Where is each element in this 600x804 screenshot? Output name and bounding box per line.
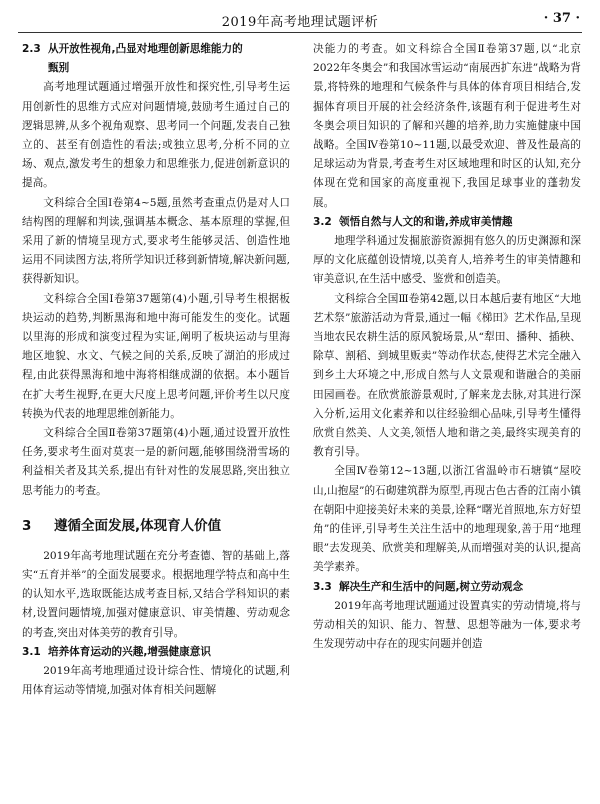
paragraph: 决能力的考查。如文科综合全国Ⅱ卷第37题,以“北京2022年冬奥会”和我国冰雪运动“南展西扩东进”战略为背景,将特殊的地理和气候条件与具体的体育项目相结合,发掘体育项目开展的社会经济条件,该题有利于促进考生对冬奥会项目知识的了解和兴趣的培养,助力实施健康中国战略。全国Ⅳ卷第10~11题,以最受欢迎、普及性最高的足球运动为背景,考查考生对区域地理和时区的认知,充分体现在党和国家的高度重视下,我国足球事业的蓬勃发展。 [313,43,581,209]
subsection-title: 解决生产和生活中的问题,树立劳动观念 [339,580,524,593]
left-column [22,40,290,701]
subsection-title: 领悟自然与人文的和谐,养成审美情趣 [339,215,513,228]
subsection-title: 培养体育运动的兴趣,增强健康意识 [48,645,211,658]
paragraph: 全国Ⅳ卷第12~13题,以浙江省温岭市石塘镇“屋咬山,山抱屋”的石砌建筑群为原型,再现古色古香的江南小镇在朝阳中迎接美好未来的美景,诠释“曙光首照地,东方好望角”的佳评,引导考生关注生活中的地理现象,善于用“地理眼”去发现美、欣赏美和理解美,从而增强对美的认识,提高美学素养。 [313,465,581,574]
paragraph: 文科综合全国Ⅰ卷第37题第(4)小题,引导考生根据板块运动的趋势,判断黑海和地中海可能发生的变化。试题以里海的形成和演变过程为实证,阐明了板块运动与里海地区地貌、水文、气候之间的关系,反映了湖泊的形成过程,由此获得黑海和地中海将相继成湖的依据。本小题旨在扩大考生视野,在更大尺度上思考问题,评价考生以尺度转换为代表的地理思维创新能力。 [22,292,290,420]
subsection-title-line2: 甄别 [48,62,70,75]
subsection-heading-3-2 [313,213,581,232]
subsection-number: 3.3 [313,580,332,593]
subsection-number: 2.3 [22,43,41,55]
paragraph: 2019年高考地理试题在充分考查德、智的基础上,落实“五育并举”的全面发展要求。根据地理学特点和高中生的认知水平,选取既能达成考查目标,又结合学科知识的素材,设置问题情境,加强对健康意识、审美情趣、劳动观念的考查,突出对体美劳的教育引导。 [22,549,290,639]
subsection-heading-3-3 [313,578,581,597]
paragraph: 文科综合全国Ⅰ卷第4~5题,虽然考查重点仍是对人口结构图的理解和判读,强调基本概念、基本原理的掌握,但采用了新的情境呈现方式,要求考生能够灵活、创造性地运用不同读图方法,将所学知识迁移到新情境,解决新问题,获得新知识。 [22,196,290,286]
paragraph: 地理学科通过发掘旅游资源拥有悠久的历史渊源和深厚的文化底蕴创设情境,以美育人,培养考生的审美情趣和审美意识,在生活中感受、鉴赏和创造美。 [313,235,581,286]
section-title: 遵循全面发展,体现育人价值 [54,517,222,534]
right-column [313,40,581,655]
section-heading-3 [22,515,290,537]
section-number: 3 [22,517,32,534]
subsection-title-line1: 从开放性视角,凸显对地理创新思维能力的 [48,43,243,55]
header-divider [18,32,582,33]
paragraph: 2019年高考地理通过设计综合性、情境化的试题,利用体育运动等情境,加强对体育相关问题解 [22,665,290,697]
journal-title: 2019年高考地理试题评析 [221,15,379,30]
subsection-heading-2-3 [22,40,290,78]
paragraph: 文科综合全国Ⅱ卷第37题第(4)小题,通过设置开放性任务,要求考生面对莫衷一是的新问题,能够围绕滑雪场的利益相关者及其关系,提出有针对性的发展思路,突出独立思考能力的考查。 [22,427,290,497]
subsection-number: 3.2 [313,215,332,228]
page-number: · 37 · [543,11,580,26]
subsection-number: 3.1 [22,645,41,658]
paragraph: 高考地理试题通过增强开放性和探究性,引导考生运用创新性的思维方式应对问题情境,鼓励考生通过自己的逻辑思辨,从多个视角观察、思考同一个问题,发表自己独立的、甚至有创造性的看法;或独立思考,分析不同的立场、观点,激发考生的想象力和思维张力,促进创新意识的提高。 [22,81,290,190]
subsection-heading-3-1 [22,643,290,662]
paragraph: 文科综合全国Ⅲ卷第42题,以日本越后妻有地区“大地艺术祭”旅游活动为背景,通过一幅《梯田》艺术作品,呈现当地农民农耕生活的原风貌场景,从“犁田、播种、插秧、除草、割稻、到城里贩卖”等动作状态,使得艺术完全融入到乡土大环境之中,形成自然与人文景观和谐融合的美丽田园画卷。在欣赏旅游景观时,了解来龙去脉,对其进行深入分析,运用文化素养和以往经验细心品味,引导考生懂得欣赏自然美、人文美,领悟人地和谐之美,最终实现美育的教育引导。 [313,292,581,459]
paragraph: 2019年高考地理试题通过设置真实的劳动情境,将与劳动相关的知识、能力、智慧、思想等融为一体,要求考生发现劳动中存在的现实问题并创造 [313,599,581,651]
running-header [0,8,600,30]
